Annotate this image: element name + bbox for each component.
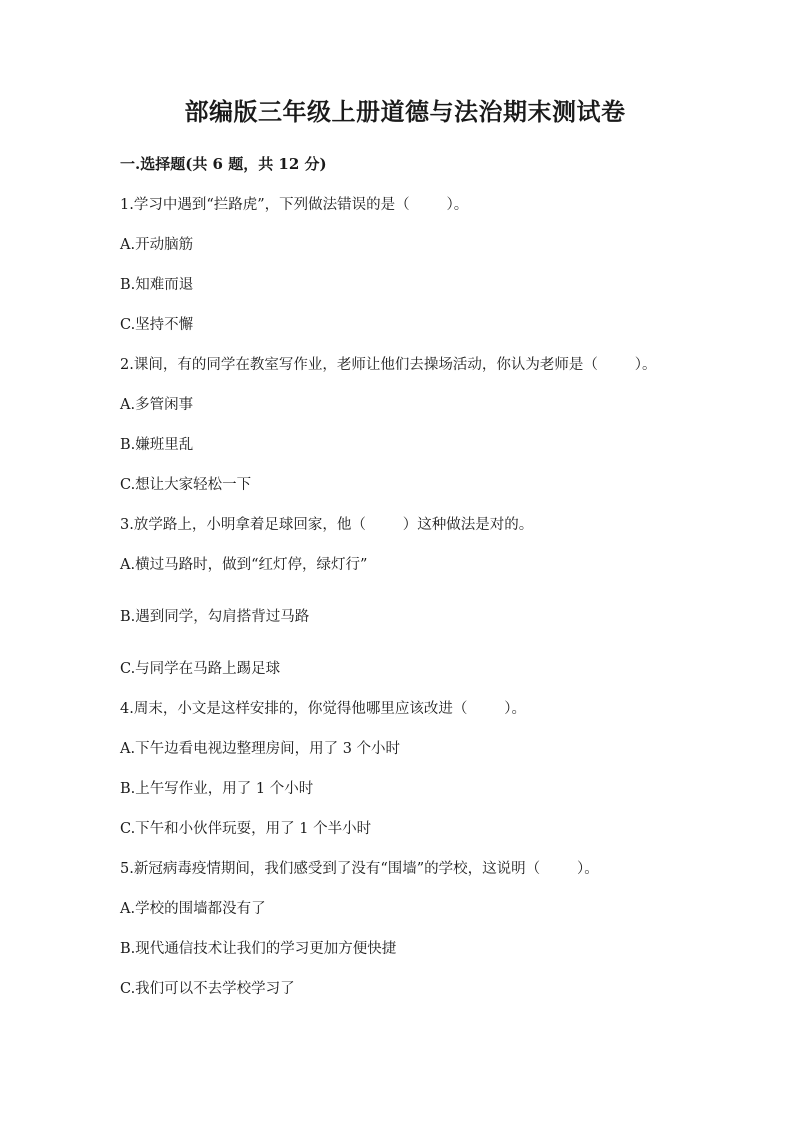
option-b: B.上午写作业，用了 1 个小时 — [120, 781, 314, 797]
option-a: A.开动脑筋 — [120, 237, 194, 253]
question-3 — [120, 514, 690, 680]
option-b: B.遇到同学，勾肩搭背过马路 — [120, 609, 310, 625]
option-c: C.下午和小伙伴玩耍，用了 1 个半小时 — [120, 821, 372, 837]
question-text: 1.学习中遇到“拦路虎”，下列做法错误的是（ ）。 — [120, 197, 469, 213]
option-b: B.知难而退 — [120, 277, 194, 293]
question-2 — [120, 354, 690, 496]
option-b: B.现代通信技术让我们的学习更加方便快捷 — [120, 941, 397, 957]
exam-title: 部编版三年级上册道德与法治期末测试卷 — [184, 97, 626, 126]
option-c: C.坚持不懈 — [120, 317, 194, 333]
question-4 — [120, 698, 690, 840]
option-a: A.学校的围墙都没有了 — [120, 901, 266, 917]
question-text: 3.放学路上，小明拿着足球回家，他（ ）这种做法是对的。 — [120, 517, 534, 533]
option-a: A.多管闲事 — [120, 397, 194, 413]
option-b: B.嫌班里乱 — [120, 437, 194, 453]
option-a: A.下午边看电视边整理房间，用了 3 个小时 — [120, 741, 401, 757]
option-c: C.想让大家轻松一下 — [120, 477, 252, 493]
option-c: C.我们可以不去学校学习了 — [120, 981, 295, 997]
question-1 — [120, 194, 690, 336]
question-text: 2.课间，有的同学在教室写作业，老师让他们去操场活动，你认为老师是（ ）。 — [120, 357, 657, 373]
question-5 — [120, 858, 690, 1000]
option-a: A.横过马路时，做到“红灯停，绿灯行” — [120, 557, 368, 573]
question-text: 5.新冠病毒疫情期间，我们感受到了没有“围墙”的学校，这说明（ ）。 — [120, 861, 599, 877]
section-heading: 一.选择题(共 6 题，共 12 分) — [120, 155, 327, 173]
question-text: 4.周末，小文是这样安排的，你觉得他哪里应该改进（ ）。 — [120, 701, 526, 717]
option-c: C.与同学在马路上踢足球 — [120, 661, 281, 677]
